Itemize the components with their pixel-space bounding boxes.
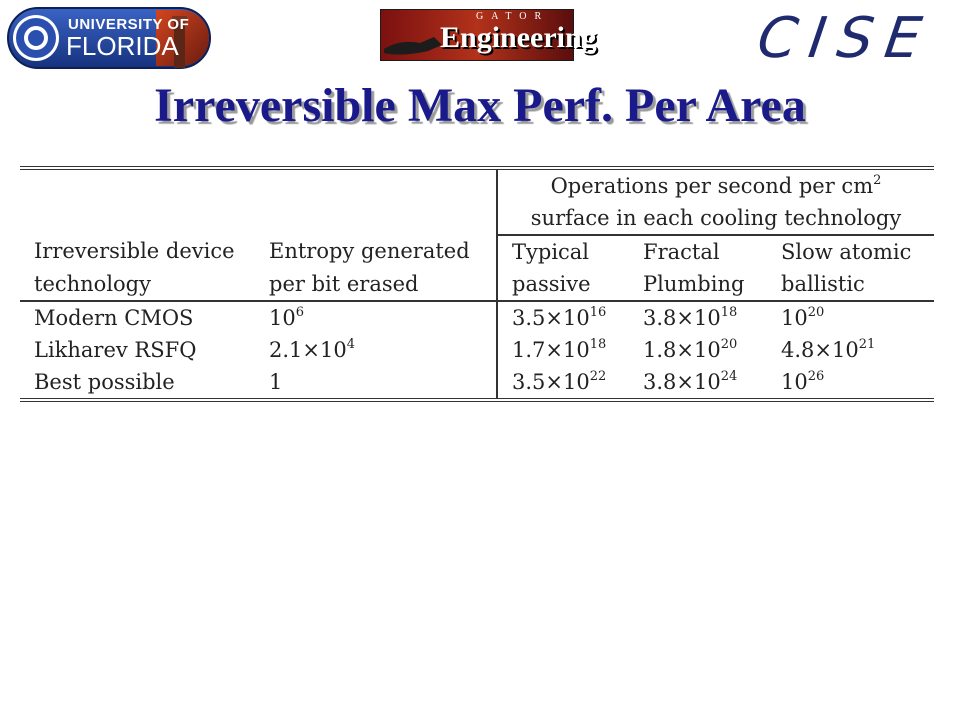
ops-slow-atomic-ballistic: $10^{26}$	[781, 369, 825, 394]
sub-header-atomic-line2: ballistic	[781, 272, 865, 296]
gator-engineering-logo	[380, 9, 597, 61]
header-spacer-col2	[255, 168, 497, 202]
group-header-line1: Operations per second per $cm^2$	[497, 168, 934, 202]
table-row	[20, 334, 934, 366]
device-name: Likharev RSFQ	[34, 338, 197, 362]
table-row	[20, 366, 934, 400]
device-name: Modern CMOS	[34, 306, 194, 330]
sub-header-typical-line1: Typical	[497, 235, 629, 268]
gator-logo-top-text: GATOR	[476, 11, 550, 22]
col-header-entropy-line1: Entropy generated	[269, 239, 470, 263]
ops-typical-passive: $3.5\times 10^{16}$	[497, 301, 629, 334]
sub-header-atomic-line1: Slow atomic	[781, 240, 912, 264]
uf-logo-text-line1: UNIVERSITY OF	[68, 16, 190, 33]
device-name: Best possible	[34, 370, 175, 394]
slide-title: Irreversible Max Perf. Per Area	[154, 79, 806, 132]
cise-logo: CISE	[753, 6, 938, 71]
performance-table	[20, 166, 934, 402]
uf-logo-text-line2: FLORIDA	[66, 31, 179, 61]
col-header-device-line1: Irreversible device	[34, 239, 235, 263]
sub-header-fractal-line1: Fractal	[643, 240, 720, 264]
ops-slow-atomic-ballistic: $10^{20}$	[781, 305, 825, 330]
table-row	[20, 301, 934, 334]
col-header-entropy-line2: per bit erased	[269, 272, 419, 296]
ops-fractal-plumbing: $3.8\times 10^{18}$	[643, 305, 738, 330]
sub-header-typical-line2: passive	[497, 268, 629, 301]
ops-typical-passive: $1.7\times 10^{18}$	[497, 334, 629, 366]
entropy-value: $2.1\times 10^4$	[269, 337, 356, 362]
sub-header-fractal-line2: Plumbing	[643, 272, 745, 296]
entropy-value: 1	[269, 370, 283, 394]
university-of-florida-logo	[6, 6, 212, 70]
ops-slow-atomic-ballistic: $4.8\times 10^{21}$	[781, 337, 876, 362]
gator-logo-main-text: Engineering	[440, 21, 597, 54]
ops-typical-passive: $3.5\times 10^{22}$	[497, 366, 629, 400]
group-header-line2: surface in each cooling technology	[497, 202, 934, 235]
ops-fractal-plumbing: $3.8\times 10^{24}$	[643, 369, 738, 394]
col-header-device-line2: technology	[34, 272, 151, 296]
entropy-value: $10^6$	[269, 305, 305, 330]
ops-fractal-plumbing: $1.8\times 10^{20}$	[643, 337, 738, 362]
header-spacer-col1	[20, 168, 255, 202]
